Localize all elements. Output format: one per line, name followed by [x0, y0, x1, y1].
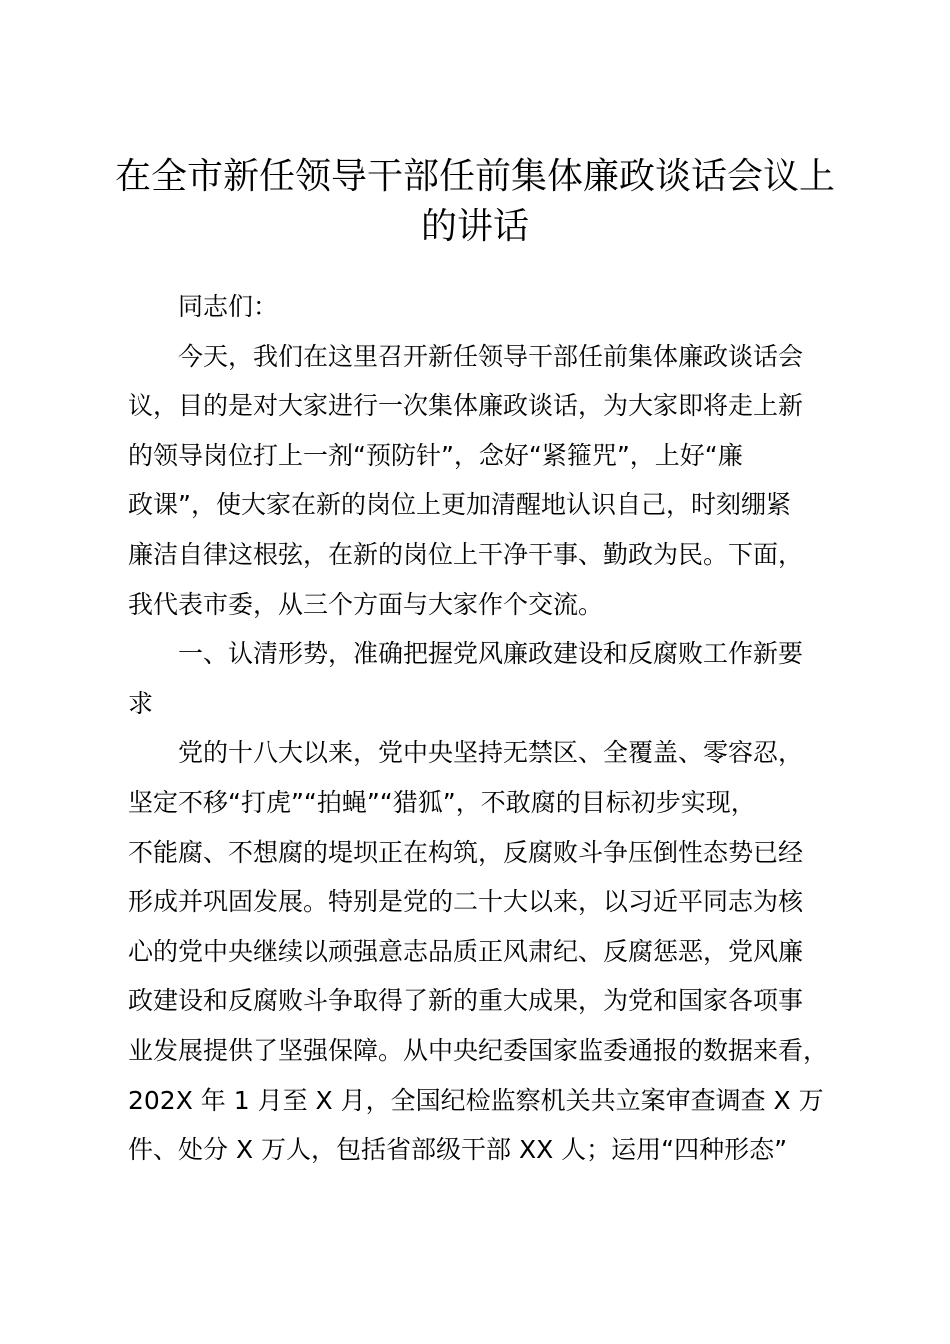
title-line: 的讲话	[420, 206, 529, 247]
paragraph-line: 政建设和反腐败斗争取得了新的重大成果，为党和国家各项事	[128, 986, 804, 1016]
document-body	[128, 282, 838, 1175]
paragraph-line: 廉洁自律这根弦，在新的岗位上干净干事、勤政为民。下面，	[128, 539, 804, 569]
paragraph-line: 不能腐、不想腐的堤坝正在构筑，反腐败斗争压倒性态势已经	[128, 837, 804, 867]
paragraph-line: 202X 年 1 月至 X 月，全国纪检监察机关共立案审查调查 X 万	[128, 1085, 824, 1115]
title-line: 在全市新任领导干部任前集体廉政谈话会议上	[114, 156, 835, 197]
paragraph-line: 坚定不移“打虎”“拍蝇”“猎狐”，不敢腐的目标初步实现，	[128, 787, 756, 817]
paragraph-line: 我代表市委，从三个方面与大家作个交流。	[128, 589, 604, 619]
section-heading-line: 求	[128, 688, 154, 718]
salutation: 同志们：	[178, 292, 279, 321]
paragraph-line: 今天，我们在这里召开新任领导干部任前集体廉政谈话会	[178, 341, 804, 371]
paragraph-line: 心的党中央继续以顽强意志品质正风肃纪、反腐惩恶，党风廉	[128, 936, 804, 966]
paragraph-line: 形成并巩固发展。特别是党的二十大以来，以习近平同志为核	[128, 887, 804, 917]
paragraph-line: 党的十八大以来，党中央坚持无禁区、全覆盖、零容忍，	[178, 738, 804, 768]
paragraph-line: 政课”，使大家在新的岗位上更加清醒地认识自己，时刻绷紧	[128, 490, 791, 520]
paragraph-line: 的领导岗位打上一剂“预防针”，念好“紧箍咒”，上好“廉	[128, 440, 743, 470]
section-heading-line: 一、认清形势，准确把握党风廉政建设和反腐败工作新要	[178, 639, 804, 669]
paragraph-line: 件、处分 X 万人，包括省部级干部 XX 人；运用“四种形态”	[128, 1135, 788, 1165]
paragraph-line: 业发展提供了坚强保障。从中央纪委国家监委通报的数据来看，	[128, 1035, 829, 1065]
document-title	[100, 152, 850, 252]
paragraph-line: 议，目的是对大家进行一次集体廉政谈话，为大家即将走上新	[128, 391, 804, 421]
